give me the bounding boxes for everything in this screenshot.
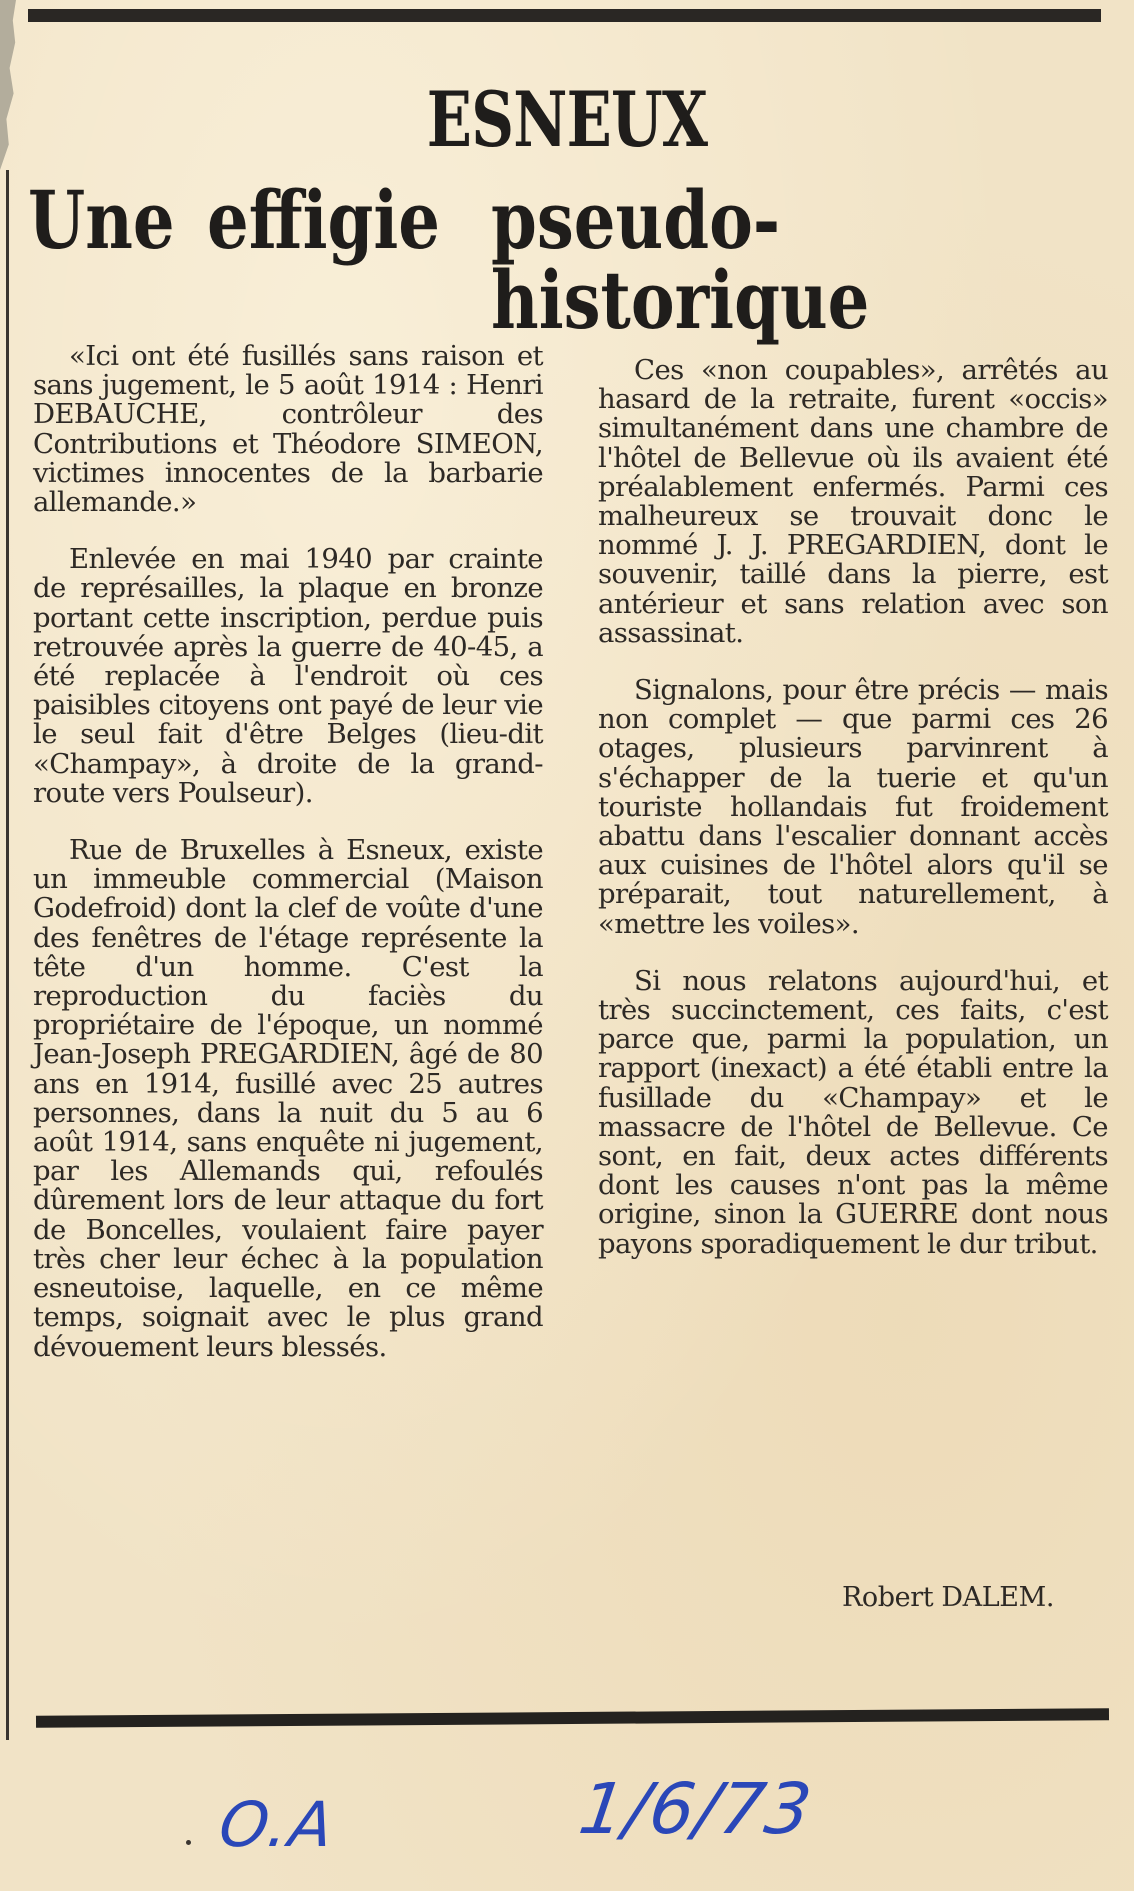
handwritten-annotation [180, 1768, 880, 1880]
handwritten-source: O.A [214, 1788, 340, 1861]
right-column [598, 356, 1108, 1287]
headline-word: pseudo-historique [491, 173, 870, 347]
ink-dot [186, 1840, 191, 1845]
headline-word: effigie [206, 173, 440, 267]
paragraph-conclusion: Si nous relatons aujourd'hui, et très succinctement, ces faits, c'est parce que, parmi la population, un rapport (inexact) a été établi entre la fusillade du «Champay» et le massacre de l'hôtel de Bellevue. Ce sont, en fait, deux actes différents dont les causes n'ont pas la même origine, sinon la GUERRE dont nous payons sporadiquement le dur tribut. [598, 964, 1108, 1260]
left-column-rule [6, 170, 9, 1740]
article-kicker: ESNEUX [426, 75, 708, 164]
paragraph-signalons: Signalons, pour être précis — mais non complet — que parmi ces 26 otages, plusieurs parvinrent à s'échapper de la tuerie et qu'un touriste hollandais fut froidement abattu dans l'escalier donnant accès aux cuisines de l'hôtel alors qu'il se préparait, tout naturellement, à «mettre les voiles». [598, 674, 1108, 940]
torn-paper-edge [0, 0, 16, 170]
headline-word: Une [28, 173, 175, 267]
paragraph-inscription: «Ici ont été fusillés sans raison et sans jugement, le 5 août 1914 : Henri DEBAUCHE, contrôleur des Contributions et Théodore SIMEON, victimes innocentes de la barbarie allemande.» [33, 340, 543, 519]
author-signature: Robert DALEM. [842, 1582, 1054, 1613]
paragraph-plaque: Enlevée en mai 1940 par crainte de représailles, la plaque en bronze portant cette inscription, perdue puis retrouvée après la guerre de 40-45, a été replacée à l'endroit où ces paisibles citoyens ont payé de leur vie le seul fait d'être Belges (lieu-dit «Champay», à droite de la grand-route vers Poulseur). [33, 543, 543, 809]
paragraph-pregardien: Rue de Bruxelles à Esneux, existe un immeuble commercial (Maison Godefroid) dont la clef de voûte d'une des fenêtres de l'étage représente la tête d'un homme. C'est la reproduction du faciès du propriétaire de l'époque, un nommé Jean-Joseph PREGARDIEN, âgé de 80 ans en 1914, fusillé avec 25 autres personnes, dans la nuit du 5 au 6 août 1914, sans enquête ni jugement, par les Allemands qui, refoulés dûrement lors de leur attaque du fort de Boncelles, voulaient faire payer très cher leur échec à la population esneutoise, laquelle, en ce même temps, soignait avec le plus grand dévouement leurs blessés. [33, 834, 543, 1363]
bottom-rule [36, 1708, 1109, 1727]
article-headline [28, 173, 1108, 347]
paragraph-non-coupables: Ces «non coupables», arrêtés au hasard de la retraite, furent «occis» simultanément dans une chambre de l'hôtel de Bellevue où ils avaient été préalablement enfermés. Parmi ces malheureux se trouvait donc le nommé J. J. PREGARDIEN, dont le souvenir, taillé dans la pierre, est antérieur et sans relation avec son assassinat. [598, 354, 1108, 649]
left-column [33, 342, 543, 1390]
top-rule [28, 9, 1101, 22]
handwritten-date: 1/6/73 [574, 1768, 818, 1850]
